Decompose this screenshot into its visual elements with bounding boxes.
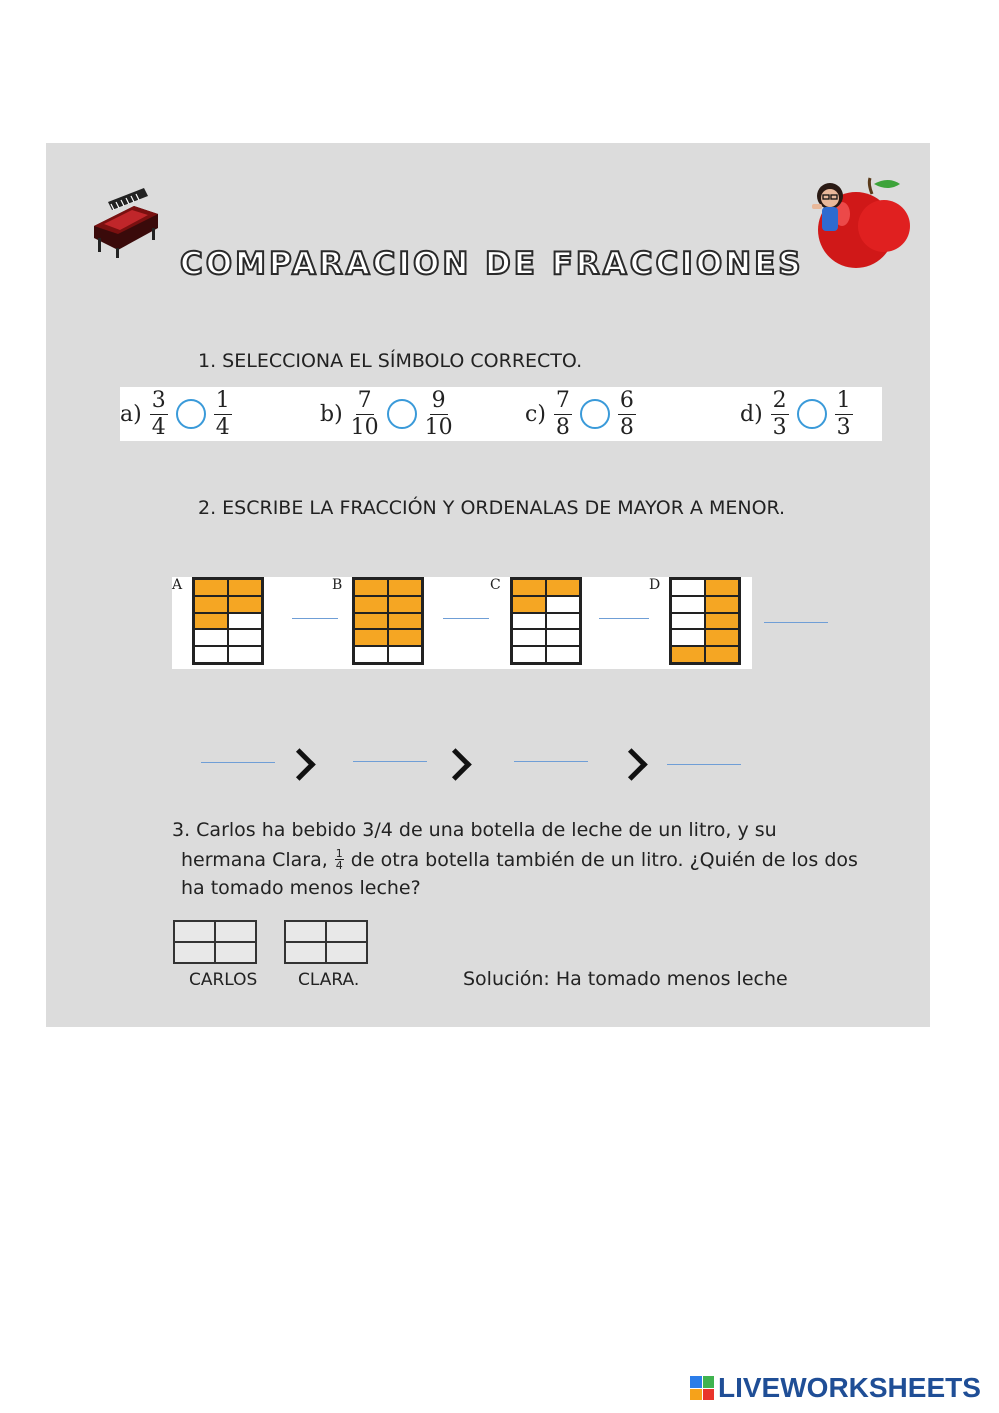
order-blank-1[interactable] bbox=[201, 762, 275, 763]
numerator: 7 bbox=[555, 387, 570, 413]
brand-mark-icon bbox=[690, 1376, 714, 1400]
filled-cell bbox=[354, 613, 388, 630]
denominator: 3 bbox=[836, 414, 851, 440]
question-3-line-2 bbox=[181, 848, 858, 871]
numerator: 7 bbox=[357, 387, 372, 413]
empty-cell bbox=[354, 646, 388, 663]
fraction-grids-strip bbox=[172, 577, 752, 669]
empty-cell bbox=[546, 629, 580, 646]
numerator: 9 bbox=[431, 387, 446, 413]
item-label: a) bbox=[120, 401, 142, 427]
empty-cell bbox=[194, 629, 228, 646]
liveworksheets-logo bbox=[690, 1373, 981, 1403]
numerator: 1 bbox=[215, 387, 230, 413]
grid-cell[interactable] bbox=[326, 921, 367, 942]
piano-icon bbox=[88, 184, 166, 260]
empty-cell bbox=[546, 646, 580, 663]
fraction-grid bbox=[192, 577, 264, 665]
comparison-strip bbox=[120, 387, 882, 441]
grid-label: A bbox=[172, 577, 183, 593]
inline-fraction bbox=[335, 848, 344, 871]
answer-blank-a[interactable] bbox=[292, 618, 338, 619]
grid-cell[interactable] bbox=[174, 921, 215, 942]
empty-cell bbox=[512, 629, 546, 646]
grid-cell[interactable] bbox=[174, 942, 215, 963]
filled-cell bbox=[388, 613, 422, 630]
symbol-select-circle[interactable] bbox=[580, 399, 610, 429]
fraction-grid bbox=[352, 577, 424, 665]
symbol-select-circle[interactable] bbox=[176, 399, 206, 429]
grid-cell[interactable] bbox=[285, 942, 326, 963]
clara-bottle-grid bbox=[284, 920, 368, 964]
inline-fraction-den: 4 bbox=[335, 859, 343, 872]
question-3-line-3: ha tomado menos leche? bbox=[181, 877, 421, 899]
grid-cell[interactable] bbox=[215, 921, 256, 942]
empty-cell bbox=[388, 646, 422, 663]
comparison-item bbox=[740, 387, 857, 441]
empty-cell bbox=[546, 613, 580, 630]
comparison-item bbox=[320, 387, 457, 441]
question-3-line-1: 3. Carlos ha bebido 3/4 de una botella de leche de un litro, y su bbox=[172, 819, 777, 841]
filled-cell bbox=[512, 579, 546, 596]
filled-cell bbox=[705, 596, 739, 613]
denominator: 10 bbox=[350, 414, 379, 440]
answer-blank-d[interactable] bbox=[764, 622, 828, 623]
filled-cell bbox=[354, 629, 388, 646]
empty-cell bbox=[546, 596, 580, 613]
clara-label: CLARA. bbox=[298, 970, 360, 990]
empty-cell bbox=[512, 646, 546, 663]
fraction-grid bbox=[510, 577, 582, 665]
item-label: c) bbox=[525, 401, 546, 427]
denominator: 8 bbox=[555, 414, 570, 440]
denominator: 3 bbox=[772, 414, 787, 440]
empty-cell bbox=[512, 613, 546, 630]
fraction-right bbox=[835, 387, 853, 440]
grid-label: D bbox=[649, 577, 661, 593]
filled-cell bbox=[705, 629, 739, 646]
fraction-grid bbox=[669, 577, 741, 665]
filled-cell bbox=[194, 579, 228, 596]
filled-cell bbox=[194, 613, 228, 630]
empty-cell bbox=[228, 629, 262, 646]
question-3-line-2-end: de otra botella también de un litro. ¿Quién de los dos bbox=[350, 848, 858, 871]
fraction-right bbox=[618, 387, 636, 440]
answer-blank-c[interactable] bbox=[599, 618, 649, 619]
numerator: 1 bbox=[836, 387, 851, 413]
grid-cell[interactable] bbox=[326, 942, 367, 963]
filled-cell bbox=[228, 579, 262, 596]
numerator: 6 bbox=[619, 387, 634, 413]
filled-cell bbox=[546, 579, 580, 596]
question-1-text: 1. SELECCIONA EL SÍMBOLO CORRECTO. bbox=[198, 350, 583, 372]
symbol-select-circle[interactable] bbox=[387, 399, 417, 429]
empty-cell bbox=[194, 646, 228, 663]
denominator: 10 bbox=[424, 414, 453, 440]
filled-cell bbox=[705, 579, 739, 596]
grid-label: B bbox=[332, 577, 343, 593]
question-2-text: 2. ESCRIBE LA FRACCIÓN Y ORDENALAS DE MAYOR A MENOR. bbox=[198, 497, 786, 519]
denominator: 4 bbox=[215, 414, 230, 440]
filled-cell bbox=[354, 579, 388, 596]
order-blank-4[interactable] bbox=[667, 764, 741, 765]
grid-cell[interactable] bbox=[285, 921, 326, 942]
fraction-right bbox=[214, 387, 232, 440]
empty-cell bbox=[228, 613, 262, 630]
empty-cell bbox=[228, 646, 262, 663]
fraction-left bbox=[771, 387, 789, 440]
filled-cell bbox=[705, 613, 739, 630]
filled-cell bbox=[354, 596, 388, 613]
numerator: 3 bbox=[151, 387, 166, 413]
denominator: 4 bbox=[151, 414, 166, 440]
page-title: COMPARACION DE FRACCIONES bbox=[180, 246, 804, 282]
order-blank-3[interactable] bbox=[514, 761, 588, 762]
comparison-item bbox=[120, 387, 236, 441]
order-blank-2[interactable] bbox=[353, 761, 427, 762]
fraction-right bbox=[424, 387, 453, 440]
apple-avatar-icon bbox=[804, 174, 914, 270]
answer-blank-b[interactable] bbox=[443, 618, 489, 619]
filled-cell bbox=[705, 646, 739, 663]
carlos-bottle-grid bbox=[173, 920, 257, 964]
denominator: 8 bbox=[619, 414, 634, 440]
solution-text: Solución: Ha tomado menos leche bbox=[463, 968, 788, 990]
filled-cell bbox=[671, 646, 705, 663]
fraction-left bbox=[554, 387, 572, 440]
comparison-item bbox=[525, 387, 640, 441]
filled-cell bbox=[228, 596, 262, 613]
empty-cell bbox=[671, 613, 705, 630]
filled-cell bbox=[388, 629, 422, 646]
fraction-left bbox=[150, 387, 168, 440]
item-label: b) bbox=[320, 401, 343, 427]
inline-fraction-num: 1 bbox=[335, 847, 343, 860]
empty-cell bbox=[671, 629, 705, 646]
brand-name: LIVEWORKSHEETS bbox=[718, 1372, 981, 1403]
question-3-line-2-start: hermana Clara, bbox=[181, 848, 328, 871]
grid-cell[interactable] bbox=[215, 942, 256, 963]
carlos-label: CARLOS bbox=[189, 970, 258, 990]
symbol-select-circle[interactable] bbox=[797, 399, 827, 429]
grid-label: C bbox=[490, 577, 501, 593]
fraction-left bbox=[350, 387, 379, 440]
empty-cell bbox=[671, 596, 705, 613]
filled-cell bbox=[388, 596, 422, 613]
item-label: d) bbox=[740, 401, 763, 427]
numerator: 2 bbox=[772, 387, 787, 413]
filled-cell bbox=[512, 596, 546, 613]
filled-cell bbox=[388, 579, 422, 596]
empty-cell bbox=[671, 579, 705, 596]
filled-cell bbox=[194, 596, 228, 613]
